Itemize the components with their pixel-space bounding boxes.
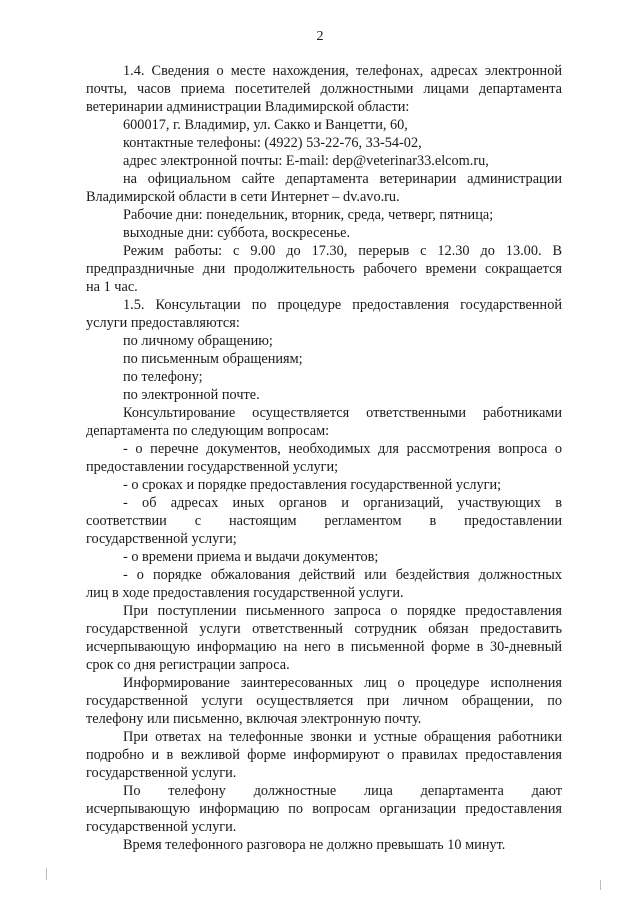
paragraph: [86, 368, 562, 386]
text-line: по письменным обращениям;: [123, 351, 303, 367]
paragraph: [86, 602, 562, 674]
paragraph: [86, 152, 562, 170]
text-line: - об адресах иных органов и организаций, участвующих в: [123, 495, 562, 511]
paragraph: [86, 674, 562, 728]
text-line: Рабочие дни: понедельник, вторник, среда, четверг, пятница;: [123, 207, 494, 223]
paragraph: [86, 548, 562, 566]
text-line: по телефону;: [123, 369, 203, 385]
text-line: срок со дня регистрации запроса.: [86, 657, 290, 673]
paragraph: [86, 116, 562, 134]
text-line: почты, часов приема посетителей должностными лицами департамента: [86, 81, 562, 97]
paragraph: [86, 836, 562, 854]
paragraph: [86, 782, 562, 836]
text-line: предоставлении государственной услуги;: [86, 459, 339, 475]
text-line: по электронной почте.: [123, 387, 260, 403]
page-number: 2: [316, 29, 324, 44]
scan-artifact: [46, 868, 47, 880]
scan-artifact: [600, 880, 601, 890]
paragraph: [86, 350, 562, 368]
text-line: на 1 час.: [86, 279, 138, 295]
text-line: - о порядке обжалования действий или бездействия должностных: [123, 567, 562, 583]
text-line: адрес электронной почты: E-mail: dep@veterinar33.elcom.ru,: [123, 153, 489, 169]
paragraph: [86, 494, 562, 548]
text-line: лиц в ходе предоставления государственной услуги.: [86, 585, 404, 601]
text-line: По телефону должностные лица департамента дают: [123, 783, 562, 799]
text-line: на официальном сайте департамента ветеринарии администрации: [123, 171, 562, 187]
text-line: - о перечне документов, необходимых для рассмотрения вопроса о: [123, 441, 562, 457]
text-line: государственной услуги.: [86, 819, 237, 835]
text-line: исчерпывающую информацию по вопросам организации предоставления: [86, 801, 562, 817]
paragraph: [86, 170, 562, 206]
text-line: по личному обращению;: [123, 333, 273, 349]
text-line: исчерпывающую информацию на него в письменной форме в 30-дневный: [86, 639, 562, 655]
text-line: департамента по следующим вопросам:: [86, 423, 330, 439]
text-line: При поступлении письменного запроса о порядке предоставления: [123, 603, 562, 619]
text-line: государственной услуги.: [86, 765, 237, 781]
paragraph: [86, 206, 562, 224]
text-line: 1.5. Консультации по процедуре предоставления государственной: [123, 297, 562, 313]
paragraph: [86, 134, 562, 152]
text-line: Консультирование осуществляется ответственными работниками: [123, 405, 562, 421]
text-line: государственной услуги ответственный сотрудник обязан предоставить: [86, 621, 562, 637]
paragraph: [86, 728, 562, 782]
text-line: государственной услуги осуществляется при личном обращении, по: [86, 693, 562, 709]
text-line: Режим работы: с 9.00 до 17.30, перерыв с 12.30 до 13.00. В: [123, 243, 562, 259]
paragraph: [86, 386, 562, 404]
text-line: 1.4. Сведения о месте нахождения, телефонах, адресах электронной: [123, 63, 562, 79]
text-line: Время телефонного разговора не должно превышать 10 минут.: [123, 837, 506, 853]
text-line: услуги предоставляются:: [86, 315, 240, 331]
text-line: выходные дни: суббота, воскресенье.: [123, 225, 351, 241]
text-line: подробно и в вежливой форме информируют о правилах предоставления: [86, 747, 562, 763]
text-line: Информирование заинтересованных лиц о процедуре исполнения: [123, 675, 562, 691]
paragraph: [86, 332, 562, 350]
document-body: [86, 62, 562, 854]
text-line: ветеринарии администрации Владимирской области:: [86, 99, 410, 115]
paragraph: [86, 242, 562, 296]
text-line: телефону или письменно, включая электронную почту.: [86, 711, 422, 727]
text-line: соответствии с настоящим регламентом в предоставлении: [86, 513, 562, 529]
text-line: Владимирской области в сети Интернет – dv.avo.ru.: [86, 189, 400, 205]
text-line: 600017, г. Владимир, ул. Сакко и Ванцетти, 60,: [123, 117, 408, 133]
paragraph: [86, 440, 562, 476]
paragraph: [86, 62, 562, 116]
text-line: государственной услуги;: [86, 531, 237, 547]
paragraph: [86, 296, 562, 332]
text-line: предпраздничные дни продолжительность рабочего времени сокращается: [86, 261, 562, 277]
paragraph: [86, 566, 562, 602]
text-line: - о сроках и порядке предоставления государственной услуги;: [123, 477, 502, 493]
paragraph: [86, 476, 562, 494]
text-line: - о времени приема и выдачи документов;: [123, 549, 379, 565]
paragraph: [86, 404, 562, 440]
text-line: При ответах на телефонные звонки и устные обращения работники: [123, 729, 562, 745]
text-line: контактные телефоны: (4922) 53-22-76, 33-54-02,: [123, 135, 422, 151]
paragraph: [86, 224, 562, 242]
